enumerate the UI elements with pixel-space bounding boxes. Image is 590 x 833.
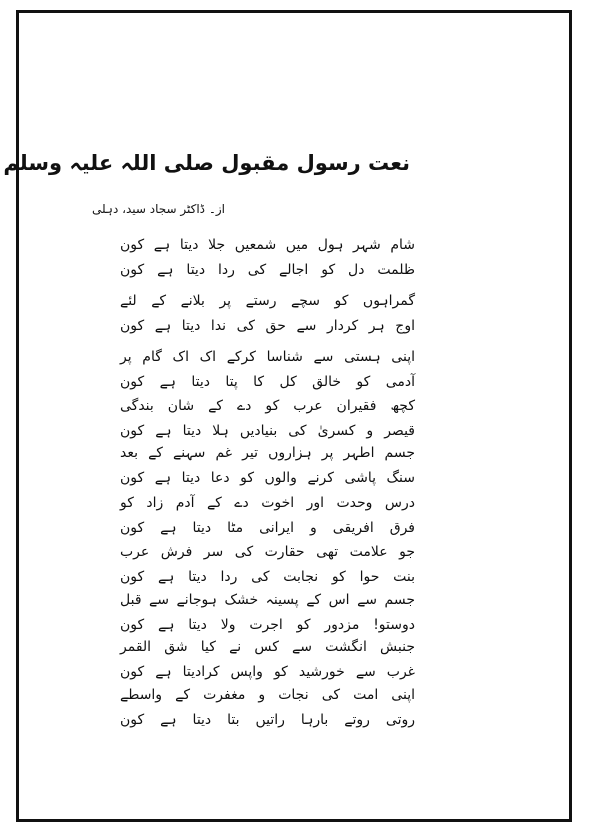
poem-author: از۔ ڈاکٹر سجاد سید، دہلی: [91, 202, 225, 216]
verse-line: جو علامت تھی حقارت کی سر فرش عرب: [120, 544, 415, 560]
verse-line: آدمی کو خالق کل کا پتا دیتا ہے کون: [120, 374, 415, 390]
stanza: [120, 289, 415, 339]
verse-line: سنگ پاشی کرنے والوں کو دعا دیتا ہے کون: [120, 470, 415, 486]
stanza: [120, 233, 415, 283]
stanza: [120, 588, 415, 638]
stanza: [120, 683, 415, 733]
verse-line: ظلمت دل کو اجالے کی ردا دیتا ہے کون: [120, 262, 415, 278]
verse-line: اپنی امت کی نجات و مغفرت کے واسطے: [120, 687, 415, 703]
verse-line: فرق افریقی و ایرانی مٹا دیتا ہے کون: [120, 520, 415, 536]
verse-line: قیصر و کسریٰ کی بنیادیں ہلا دیتا ہے کون: [120, 423, 415, 439]
stanza: [120, 394, 415, 444]
verse-line: جنبش انگشت سے کس نے کیا شق القمر: [120, 639, 415, 655]
verse-line: کچھ فقیران عرب کو دے کے شان بندگی: [120, 398, 415, 414]
verse-line: جسم سے اس کے پسینہ خشک ہوجانے سے قبل: [120, 592, 415, 608]
stanza: [120, 441, 415, 491]
verse-line: اوج ہر کردار سے حق کی ندا دیتا ہے کون: [120, 318, 415, 334]
verse-line: درس وحدت اور اخوت دے کے آدم زاد کو: [120, 495, 415, 511]
verse-line: غرب سے خورشید کو واپس کرادیتا ہے کون: [120, 664, 415, 680]
verse-line: دوستو! مزدور کو اجرت ولا دیتا ہے کون: [120, 617, 415, 633]
poem-title: نعت رسول مقبول صلی اللہ علیہ وسلم: [3, 151, 410, 175]
verse-line: بنت حوا کو نجابت کی ردا دیتا ہے کون: [120, 569, 415, 585]
verse-line: شام شہر ہول میں شمعیں جلا دیتا ہے کون: [120, 237, 415, 253]
verse-line: گمراہوں کو سچے رستے پر بلانے کے لئے: [120, 293, 415, 309]
stanza: [120, 345, 415, 395]
verse-line: اپنی ہستی سے شناسا کرکے اک اک گام پر: [120, 349, 415, 365]
verse-line: روتی روتے بارہا راتیں بتا دیتا ہے کون: [120, 712, 415, 728]
verse-line: جسم اطہر پر ہزاروں تیر غم سہنے کے بعد: [120, 445, 415, 461]
stanza: [120, 635, 415, 685]
stanza: [120, 491, 415, 541]
stanza: [120, 540, 415, 590]
